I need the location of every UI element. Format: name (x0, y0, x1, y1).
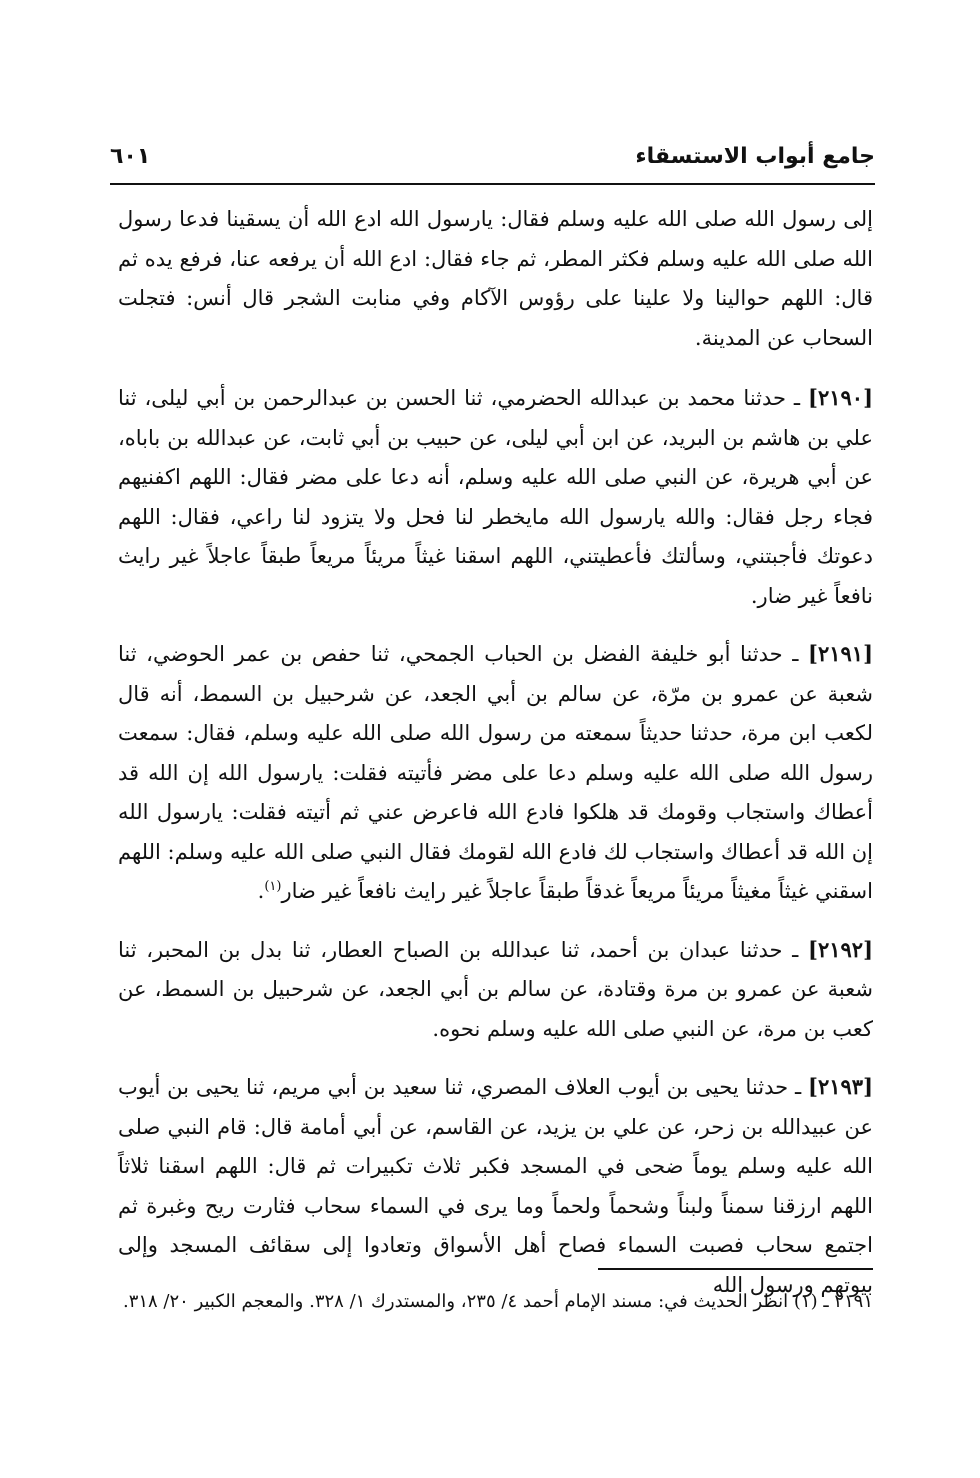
hadith-2191 (118, 634, 873, 912)
paragraph-continuation (118, 200, 873, 358)
hadith-number: [٢١٩٢] (808, 936, 873, 962)
hadith-number: [٢١٩١] (808, 641, 873, 666)
header-divider (110, 183, 875, 185)
footnote: ٢١٩١ ـ (١) انظر الحديث في: مسند الإمام أحمد ٤/ ٢٣٥، والمستدرك ١/ ٣٢٨. والمعجم الكبير ٢٠/ ٣١٨. (122, 1291, 873, 1312)
hadith-text: ـ حدثنا يحيى بن أيوب العلاف المصري، ثنا سعيد بن أبي مريم، ثنا يحيى بن أيوب عن عبيدالله بن زحر، عن علي بن يزيد، عن القاسم، عن أبي أمامة قال: قام النبي صلى الله عليه وسلم يوماً ضحى في المسجد فكبر ثلاث تكبيرات ثم قال: اللهم اسقنا ثلاثاً اللهم ارزقنا سمناً ولبناً وشحماً ولحماً وما يرى في السماء سحاب فثارت ريح وغبرة ثم اجتمع سحاب فصبت السماء فصاح أهل الأسواق وتعادوا إلى سقائف المسجد وإلى بيوتهم ورسول الله (118, 1075, 873, 1297)
footnote-reference: (١) (264, 879, 282, 894)
hadith-number: [٢١٩٠] (808, 385, 873, 410)
hadith-text: ـ حدثنا أبو خليفة الفضل بن الحباب الجمحي، ثنا حفص بن عمر الحوضي، ثنا شعبة عن عمرو بن مرّة، عن سالم بن أبي الجعد، عن شرحبيل بن السمط، أنه قال لكعب ابن مرة، حدثنا حديثاً سمعته من رسول الله صلى الله عليه وسلم، فقال: سمعت رسول الله صلى الله عليه وسلم دعا على مضر فأتيته فقلت: يارسول الله إن الله قد أعطاك واستجاب وقومك قد هلكوا فادع الله فاعرض عني ثم أتيته فقلت: يارسول الله إن الله قد أعطاك واستجاب لك فادع الله لقومك فقال النبي صلى الله عليه وسلم: اللهم اسقني غيثاً مغيثاً مريئاً مريعاً غدقاً طبقاً عاجلاً غير رايث نافعاً غير ضار (118, 642, 873, 903)
hadith-text: ـ حدثنا محمد بن عبدالله الحضرمي، ثنا الحسن بن عبدالرحمن بن أبي ليلى، ثنا علي بن هاشم بن البريد، عن ابن أبي ليلى، عن حبيب بن أبي ثابت، عن عبدالله بن باباه، عن أبي هريرة، عن النبي صلى الله عليه وسلم، أنه دعا على مضر فقال: اللهم اكفنيهم فجاء رجل فقال: والله يارسول الله مايخطر لنا فحل ولا يتزود لنا راعي، فقال: اللهم دعوتك فأجبتني، وسألتك فأعطيتني، اللهم اسقنا غيثاً مريئاً مريعاً طبقاً عاجلاً غير رايث نافعاً غير ضار. (118, 386, 873, 608)
footnote-divider (598, 1268, 873, 1270)
paragraph-text: إلى رسول الله صلى الله عليه وسلم فقال: يارسول الله ادع الله أن يسقينا فدعا رسول الله صلى الله عليه وسلم فكثر المطر، ثم جاء فقال: ادع الله أن يرفعه عنا، فرفع يده ثم قال: اللهم حوالينا ولا علينا على رؤوس الآكام وفي منابت الشجر قال أنس: فتجلت السحاب عن المدينة. (118, 207, 873, 350)
running-header (110, 138, 875, 174)
hadith-2192 (118, 930, 873, 1050)
hadith-text: ـ حدثنا عبدان بن أحمد، ثنا عبدالله بن الصباح العطار، ثنا بدل بن المحبر، ثنا شعبة عن عمرو بن مرة وقتادة، عن سالم بن أبي الجعد، عن شرحبيل بن السمط، عن كعب بن مرة، عن النبي صلى الله عليه وسلم نحوه. (118, 937, 873, 1041)
hadith-2190 (118, 378, 873, 616)
main-text (118, 200, 873, 1323)
chapter-title: جامع أبواب الاستسقاء (635, 143, 875, 169)
sentence-end: . (257, 879, 265, 903)
hadith-number: [٢١٩٣] (808, 1074, 873, 1099)
page-number: ٦٠١ (110, 143, 151, 169)
